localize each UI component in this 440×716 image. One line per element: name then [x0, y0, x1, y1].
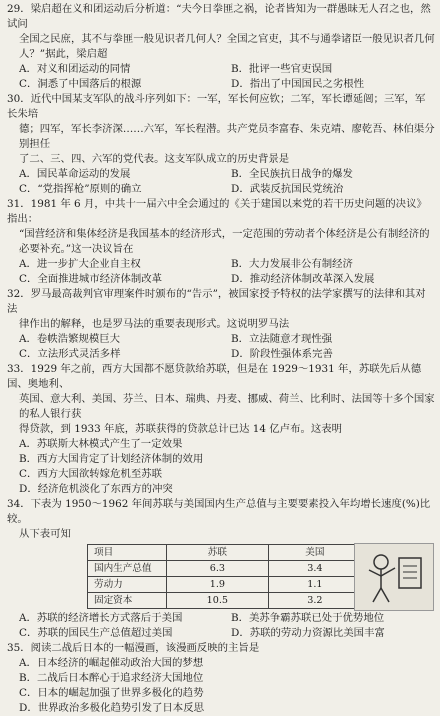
- q34-option-d: D．苏联的劳动力资源比美国丰富: [231, 627, 385, 639]
- table-row: [88, 561, 362, 577]
- table-header-row: [88, 545, 362, 561]
- q29-option-b: B．批评一些官吏误国: [231, 63, 333, 75]
- q33-stem-line2: 英国、意大利、美国、芬兰、日本、瑞典、丹麦、挪威、荷兰、比利时、法国等十多个国家的私人银行获: [19, 393, 435, 420]
- q33-options: [7, 437, 435, 497]
- question-32: [7, 287, 435, 362]
- table-cell: 国内生产总值: [88, 561, 167, 577]
- table-header-cell: 美国: [268, 545, 361, 561]
- q35-options: [7, 656, 435, 716]
- table-cell: 3.2: [268, 593, 361, 609]
- q31-option-d: D．推动经济体制改革深入发展: [231, 273, 375, 285]
- q34-option-b: B．美苏争霸苏联已处于优势地位: [231, 612, 385, 624]
- q31-option-a: A．进一步扩大企业自主权: [19, 258, 141, 270]
- q31-stem-line1: 31．1981 年 6 月，中共十一届六中全会通过的《关于建国以来党的若干历史问题的决议》指出：: [7, 198, 427, 225]
- q34-growth-table: [87, 544, 362, 609]
- cartoon-image: [354, 543, 434, 611]
- q29-option-c: C．洞悉了中国落后的根源: [19, 78, 142, 90]
- table-cell: 劳动力: [88, 577, 167, 593]
- question-33: [7, 362, 435, 497]
- q32-option-c: C．立法形式灵活多样: [19, 348, 121, 360]
- q33-option-c: C．西方大国欲转嫁危机至苏联: [19, 468, 163, 480]
- q29-option-d: D．指出了中国国民之劣根性: [231, 78, 365, 90]
- q30-stem-line1: 30．近代中国某支军队的战斗序列如下：一军，军长何应钦；二军，军长谭延闿；三军，军长朱培: [7, 93, 426, 120]
- q29-stem-line2: 全国之民庶，其不与拳匪一般见识者几何人？全国之官吏，其不与通拳诸臣一般见识者几何: [19, 33, 435, 45]
- q31-option-c: C．全面推进城市经济体制改革: [19, 273, 163, 285]
- question-35: [7, 641, 435, 716]
- q34-option-a: A．苏联的经济增长方式落后于美国: [19, 612, 183, 624]
- q29-options: [7, 62, 435, 92]
- q32-option-b: B．立法随意才现性强: [231, 333, 333, 345]
- q29-stem-line1: 29．梁启超在义和团运动后分析道：“夫今日拳匪之祸，论者皆知为一群愚昧无人召之也，然试问: [7, 3, 431, 30]
- q32-option-a: A．卷帙浩繁规模巨大: [19, 333, 121, 345]
- q34-options: [7, 611, 435, 641]
- q35-option-c: C．日本的崛起加强了世界多极化的趋势: [19, 687, 204, 699]
- q30-option-d: D．武装反抗国民党统治: [231, 183, 344, 195]
- table-header-cell: 苏联: [167, 545, 269, 561]
- table-header-cell: 项目: [88, 545, 167, 561]
- q35-option-a: A．日本经济的崛起催动政治大国的梦想: [19, 657, 204, 669]
- q33-option-a: A．苏联斯大林模式产生了一定效果: [19, 438, 183, 450]
- q29-stem-line3: 人？”据此，梁启超: [19, 48, 108, 60]
- question-30: [7, 92, 435, 197]
- q34-stem-line2: 从下表可知: [19, 528, 71, 540]
- question-29: [7, 2, 435, 92]
- q31-stem-line2: “国营经济和集体经济是我国基本的经济形式，一定范围的劳动者个体经济是公有制经济的: [19, 228, 430, 240]
- q33-stem-line1: 33．1929 年之前，西方大国都不愿贷款给苏联，但是在 1929～1931 年，苏联先后从德国、奥地利、: [7, 363, 422, 390]
- table-cell: 1.9: [167, 577, 269, 593]
- q34-option-c: C．苏联的国民生产总值超过美国: [19, 627, 173, 639]
- q31-stem-line3: 必要补充。”这一决议旨在: [19, 243, 134, 255]
- q35-option-d: D．世界政治多极化趋势引发了日本反思: [19, 702, 204, 714]
- q35-stem-line1: 35．阅读二战后日本的一幅漫画，该漫画反映的主旨是: [7, 642, 260, 654]
- q31-option-b: B．大力发展非公有制经济: [231, 258, 353, 270]
- table-cell: 1.1: [268, 577, 361, 593]
- q35-option-b: B．二战后日本醉心于追求经济大国地位: [19, 672, 204, 684]
- q29-option-a: A．对义和团运动的同情: [19, 63, 131, 75]
- q32-option-d: D．阶段性强体系完善: [231, 348, 333, 360]
- table-row: [88, 593, 362, 609]
- q30-options: [7, 167, 435, 197]
- table-cell: 10.5: [167, 593, 269, 609]
- question-31: [7, 197, 435, 287]
- table-cell: 3.4: [268, 561, 361, 577]
- q32-options: [7, 332, 435, 362]
- q30-option-b: B．全民族抗日战争的爆发: [231, 168, 353, 180]
- table-row: [88, 577, 362, 593]
- q32-stem-line1: 32．罗马最高裁判官审理案件时颁布的“告示”，被国家授予特权的法学家撰写的法律和其对法: [7, 288, 426, 315]
- table-cell: 6.3: [167, 561, 269, 577]
- q33-option-d: D．经济危机淡化了东西方的冲突: [19, 483, 173, 495]
- q30-stem-line3: 了二、三、四、六军的党代表。这支军队成立的历史背景是: [19, 153, 290, 165]
- q34-stem-line1: 34．下表为 1950～1962 年间苏联与美国国内生产总值与主要要素投入年均增长速度(%)比较。: [7, 498, 431, 525]
- q33-option-b: B．西方大国肯定了计划经济体制的效用: [19, 453, 204, 465]
- q31-options: [7, 257, 435, 287]
- q30-option-c: C．“党指挥枪”原则的确立: [19, 183, 142, 195]
- cartoon-figure-icon: [359, 548, 429, 606]
- q33-stem-line3: 得贷款，到 1933 年底，苏联获得的贷款总计已达 14 亿卢布。这表明: [19, 423, 343, 435]
- q32-stem-line2: 律作出的解释，也是罗马法的重要表现形式。这说明罗马法: [19, 318, 290, 330]
- q30-stem-line2: 德；四军，军长李济深……六军，军长程潜。共产党员李富春、朱克靖、廖乾吾、林伯渠分别担任: [19, 123, 435, 150]
- table-cell: 固定资本: [88, 593, 167, 609]
- q30-option-a: A．国民革命运动的发展: [19, 168, 131, 180]
